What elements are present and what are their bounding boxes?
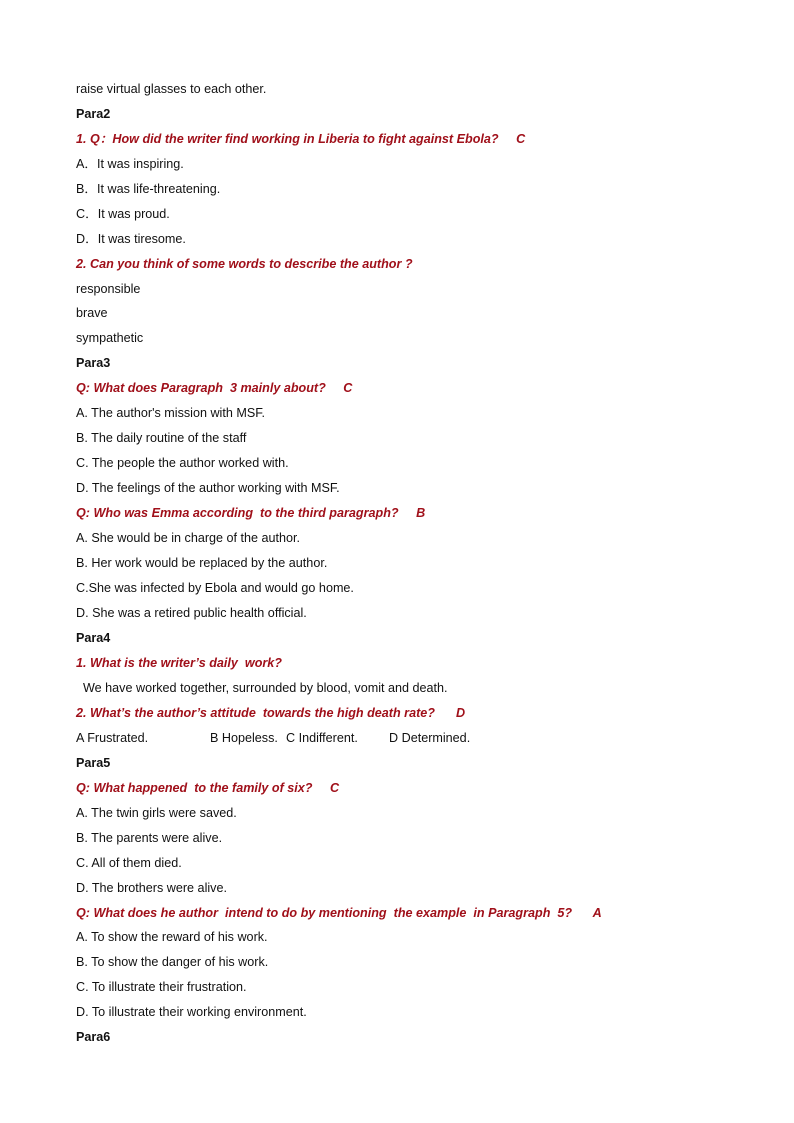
answer-option: D Determined. (389, 731, 471, 745)
question: 1. What is the writer’s daily work? (76, 656, 282, 670)
answer-option: D. The feelings of the author working with MSF. (76, 481, 340, 495)
section-heading: Para5 (76, 756, 111, 770)
question: 2. Can you think of some words to describe the author ? (76, 257, 413, 271)
answer-option: A. To show the reward of his work. (76, 930, 268, 944)
answer-option: C Indifferent. (286, 731, 358, 745)
answer-option: B. Her work would be replaced by the author. (76, 556, 328, 570)
answer-option: A. The author's mission with MSF. (76, 406, 266, 420)
answer-option: B. The parents were alive. (76, 831, 223, 845)
answer-option: C.She was infected by Ebola and would go home. (76, 581, 354, 595)
section-heading: Para6 (76, 1030, 111, 1044)
text-line: raise virtual glasses to each other. (76, 82, 267, 96)
answer-text: sympathetic (76, 331, 144, 345)
question: Q: What does Paragraph 3 mainly about? C (76, 381, 353, 395)
section-heading: Para4 (76, 631, 111, 645)
section-heading: Para2 (76, 107, 111, 121)
answer-option: C. All of them died. (76, 856, 182, 870)
answer-text: brave (76, 306, 108, 320)
answer-option: A Frustrated. (76, 731, 149, 745)
question: 2. What’s the author’s attitude towards the high death rate? D (76, 706, 466, 720)
answer-option: B. To show the danger of his work. (76, 955, 269, 969)
answer-option: D. To illustrate their working environment. (76, 1005, 307, 1019)
answer-option: C. To illustrate their frustration. (76, 980, 247, 994)
answer-option: B．It was life-threatening. (76, 182, 221, 196)
answer-option: A．It was inspiring. (76, 157, 184, 171)
question: Q: What does he author intend to do by mentioning the example in Paragraph 5? A (76, 906, 602, 920)
answer-text: We have worked together, surrounded by blood, vomit and death. (76, 681, 448, 695)
answer-option: B. The daily routine of the staff (76, 431, 247, 445)
answer-option: D. The brothers were alive. (76, 881, 227, 895)
answer-option: C．It was proud. (76, 207, 170, 221)
section-heading: Para3 (76, 356, 111, 370)
answer-option: B Hopeless. (210, 731, 278, 745)
question: Q: Who was Emma according to the third paragraph? B (76, 506, 426, 520)
answer-option: C. The people the author worked with. (76, 456, 289, 470)
answer-text: responsible (76, 282, 141, 296)
answer-options-row (76, 730, 470, 746)
answer-option: A. The twin girls were saved. (76, 806, 237, 820)
question: 1. Q：How did the writer find working in Liberia to fight against Ebola? C (76, 132, 526, 146)
question: Q: What happened to the family of six? C (76, 781, 340, 795)
answer-option: A. She would be in charge of the author. (76, 531, 301, 545)
answer-option: D．It was tiresome. (76, 232, 186, 246)
answer-option: D. She was a retired public health official. (76, 606, 307, 620)
